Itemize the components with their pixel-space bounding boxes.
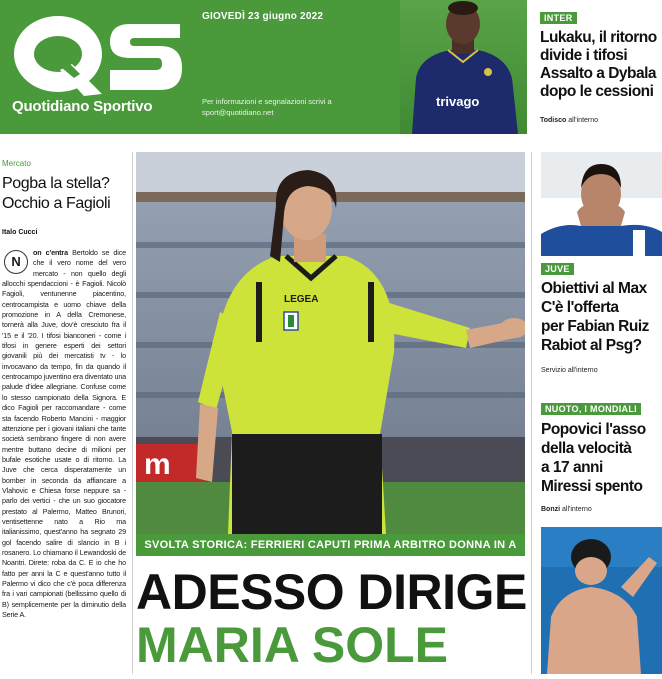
juve-byline: Servizio all'interno	[541, 367, 598, 374]
body-lead: on c'entra	[33, 248, 68, 257]
main-headline-line2[interactable]: MARIA SOLE	[136, 617, 449, 673]
article-body	[2, 248, 126, 620]
headline-line: divide i tifosi	[540, 47, 628, 64]
swimmer-photo[interactable]	[541, 527, 662, 674]
headline-line: dopo le cessioni	[540, 83, 654, 100]
masthead-tagline: Quotidiano Sportivo	[12, 98, 153, 115]
contact-email[interactable]: sport@quotidiano.net	[202, 108, 274, 117]
headline-line: C'è l'offerta	[541, 299, 619, 316]
section-tag-nuoto: NUOTO, I MONDIALI	[541, 403, 641, 415]
headline-line: Lukaku, il ritorno	[540, 29, 657, 46]
dropcap: N	[4, 250, 28, 274]
headline-line: a 17 anni	[541, 459, 603, 476]
byline-author: Bonzi	[541, 506, 561, 513]
juve-headline[interactable]	[541, 279, 662, 355]
masthead	[0, 0, 527, 134]
shirt-brand: LEGEA	[284, 294, 319, 305]
qs-logo[interactable]	[10, 12, 185, 98]
title-line: Pogba la stella?	[2, 175, 110, 192]
referee-photo[interactable]	[136, 152, 525, 534]
inter-story[interactable]	[527, 0, 662, 134]
headline-line: Assalto a Dybala	[540, 65, 657, 82]
column-divider	[132, 152, 133, 674]
byline-rest: all'interno	[562, 506, 592, 513]
column-divider	[531, 152, 532, 674]
lukaku-photo[interactable]	[400, 0, 527, 134]
title-line: Occhio a Fagioli	[2, 195, 111, 212]
main-headline-line1[interactable]: ADESSO DIRIGE	[136, 564, 527, 620]
headline-line: Miressi spento	[541, 478, 643, 495]
article-kicker: Mercato	[2, 159, 31, 168]
contact-info-line: Per informazioni e segnalazioni scrivi a	[202, 97, 332, 106]
section-tag-juve: JUVE	[541, 263, 574, 275]
headline-line: per Fabian Ruiz	[541, 318, 649, 335]
byline-author: Todisco	[540, 117, 567, 124]
inter-headline[interactable]	[540, 29, 662, 101]
body-text: Bertoldo se dice che il vero nome del vero mercato - non quello degli allocchi spendaccioni - è Fagioli. Nicolò Fagioli, ventunenne piacentino, centrocampista e uomo chiave della promozione in A della Cremonese, tornerà alla Juve, dov'è cresciuto fra il '15 e il '20. I tifosi bianconeri - come i tifosi in genere esperti dei settori giovanili più dei mercatisti tv - lo invocavano da tempo, fin da quando il centrocampo juventino era diventato una palude d'idee allegriane. Confuse come lo stesso campionato della Signora. E dico Fagioli per raccomandare - come sta facendo Roberto Mancini - maggior attenzione per i giovani italiani che tante società sembrano fingere di non avere mentre buttano decine di milioni per bufale esotiche usate o di ritorno. La Juve che cerca disperatamente un bomber in seconda da affiancare a Vlahovic e Chiesa forse neppure sa - parlo dei vertici - che un suo giocatore prestato al Palermo, Matteo Brunori, ventisettenne nato a Rio ma italianissimo, quest'anno ha segnato 29 gol facendo salire di slancio in B i rosanero. Lo chiamano il Lewandoski de Noantri. Direte: roba da C. E io che ho fatto per anni la C e quest'anno tutto il Palermo vi dico che c'è poca differenza fra i vari campionati (bellissimo quello di B) semplicemente per la diminutio della Serie A.	[2, 248, 127, 620]
article-author: Italo Cucci	[2, 229, 38, 236]
byline-rest: all'interno	[568, 117, 599, 124]
sponsor-text: trivago	[436, 94, 480, 109]
main-kicker: SVOLTA STORICA: FERRIERI CAPUTI PRIMA ARBITRO DONNA IN A	[136, 534, 525, 556]
player-photo[interactable]	[541, 152, 662, 256]
nuoto-byline	[541, 506, 592, 513]
issue-date: GIOVEDÌ 23 giugno 2022	[202, 11, 324, 22]
article-title[interactable]	[2, 174, 127, 214]
ad-board-text: m	[144, 448, 171, 481]
nuoto-headline[interactable]	[541, 420, 662, 496]
headline-line: della velocità	[541, 440, 632, 457]
mercato-article	[0, 152, 128, 674]
contact-info	[202, 96, 402, 118]
inter-byline	[540, 117, 598, 124]
right-column	[537, 152, 662, 674]
headline-line: Obiettivi al Max	[541, 280, 647, 297]
headline-line: Rabiot al Psg?	[541, 337, 642, 354]
headline-line: Popovici l'asso	[541, 421, 646, 438]
section-tag-inter: INTER	[540, 12, 577, 24]
